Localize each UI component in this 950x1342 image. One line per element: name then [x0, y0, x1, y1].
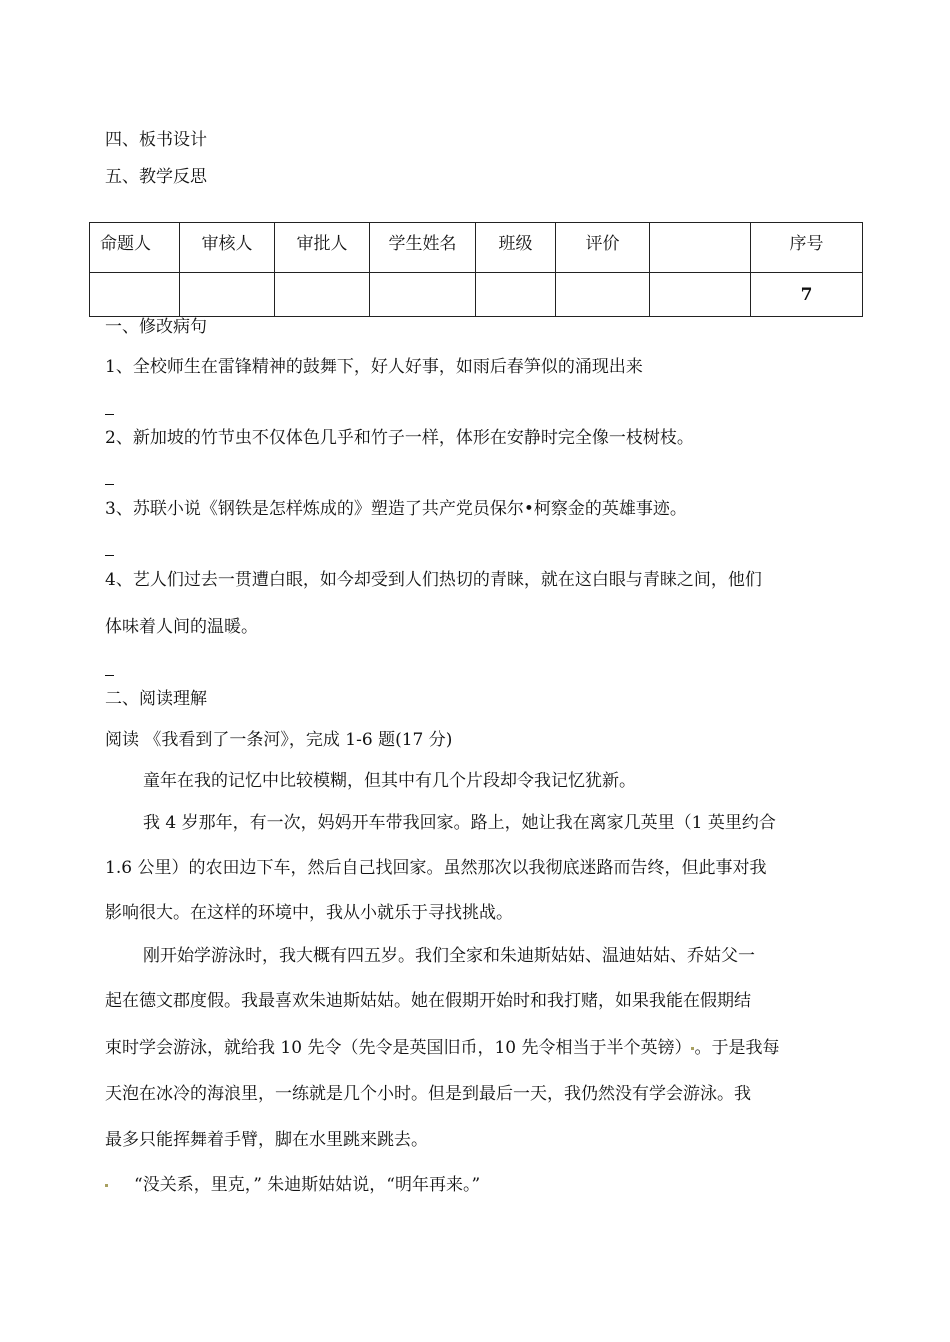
question-2: 2、新加坡的竹节虫不仅体色几乎和竹子一样，体形在安静时完全像一枝树枝。	[105, 428, 694, 448]
paragraph-3-line3-text: 束时学会游泳，就给我 10 先令（先令是英国旧币，10 先令相当于半个英镑）	[105, 1038, 692, 1058]
paragraph-3-line4: 天泡在冰冷的海浪里，一练就是几个小时。但是到最后一天，我仍然没有学会游泳。我	[105, 1084, 751, 1104]
decorative-dot	[105, 1184, 108, 1187]
heading-teaching-reflection: 五、教学反思	[105, 167, 207, 187]
header-student-name: 学生姓名	[370, 223, 476, 273]
paragraph-3-line2: 起在德文郡度假。我最喜欢朱迪斯姑姑。她在假期开始时和我打赌，如果我能在假期结	[105, 991, 751, 1011]
answer-blank-2	[105, 484, 114, 485]
section1-title: 一、修改病句	[105, 317, 207, 337]
cell-serial-number: 7	[751, 273, 863, 317]
cell-evaluation	[556, 273, 650, 317]
paragraph-4-text: “没关系，里克，” 朱迪斯姑姑说，“明年再来。”	[134, 1175, 481, 1195]
cell-blank	[650, 273, 751, 317]
paragraph-2-line2: 1.6 公里）的农田边下车，然后自己找回家。虽然那次以我彻底迷路而告终，但此事对我	[105, 858, 767, 878]
info-table	[89, 222, 863, 317]
cell-setter	[90, 273, 180, 317]
answer-blank-4	[105, 675, 114, 676]
question-4-line1: 4、艺人们过去一贯遭白眼，如今却受到人们热切的青睐，就在这白眼与青睐之间，他们	[105, 570, 762, 590]
cell-approver	[275, 273, 370, 317]
paragraph-3-line3	[105, 1036, 779, 1060]
answer-blank-1	[105, 414, 114, 415]
question-1: 1、全校师生在雷锋精神的鼓舞下，好人好事，如雨后春笋似的涌现出来	[105, 357, 643, 377]
heading-board-design: 四、板书设计	[105, 130, 207, 150]
paragraph-3-line3-end: 。于是我每	[694, 1038, 780, 1058]
question-4-line2: 体味着人间的温暖。	[105, 617, 258, 637]
header-blank	[650, 223, 751, 273]
reading-intro: 阅读 《我看到了一条河》，完成 1-6 题(17 分)	[105, 730, 453, 750]
cell-class	[476, 273, 556, 317]
header-serial: 序号	[751, 223, 863, 273]
header-reviewer: 审核人	[180, 223, 275, 273]
header-class: 班级	[476, 223, 556, 273]
paragraph-2-line3: 影响很大。在这样的环境中，我从小就乐于寻找挑战。	[105, 903, 513, 923]
paragraph-3-line5: 最多只能挥舞着手臂，脚在水里跳来跳去。	[105, 1130, 428, 1150]
header-evaluation: 评价	[556, 223, 650, 273]
paragraph-3-line1: 刚开始学游泳时，我大概有四五岁。我们全家和朱迪斯姑姑、温迪姑姑、乔姑父一	[143, 946, 755, 966]
header-setter: 命题人	[90, 223, 180, 273]
question-3: 3、苏联小说《钢铁是怎样炼成的》塑造了共产党员保尔•柯察金的英雄事迹。	[105, 499, 687, 519]
section2-title: 二、阅读理解	[105, 689, 207, 709]
table-row	[90, 273, 863, 317]
paragraph-2-line1: 我 4 岁那年，有一次，妈妈开车带我回家。路上，她让我在离家几英里（1 英里约合	[143, 813, 776, 833]
paragraph-4	[105, 1173, 480, 1197]
table-header-row	[90, 223, 863, 273]
cell-student-name	[370, 273, 476, 317]
header-approver: 审批人	[275, 223, 370, 273]
answer-blank-3	[105, 555, 114, 556]
paragraph-1: 童年在我的记忆中比较模糊，但其中有几个片段却令我记忆犹新。	[143, 771, 636, 791]
cell-reviewer	[180, 273, 275, 317]
